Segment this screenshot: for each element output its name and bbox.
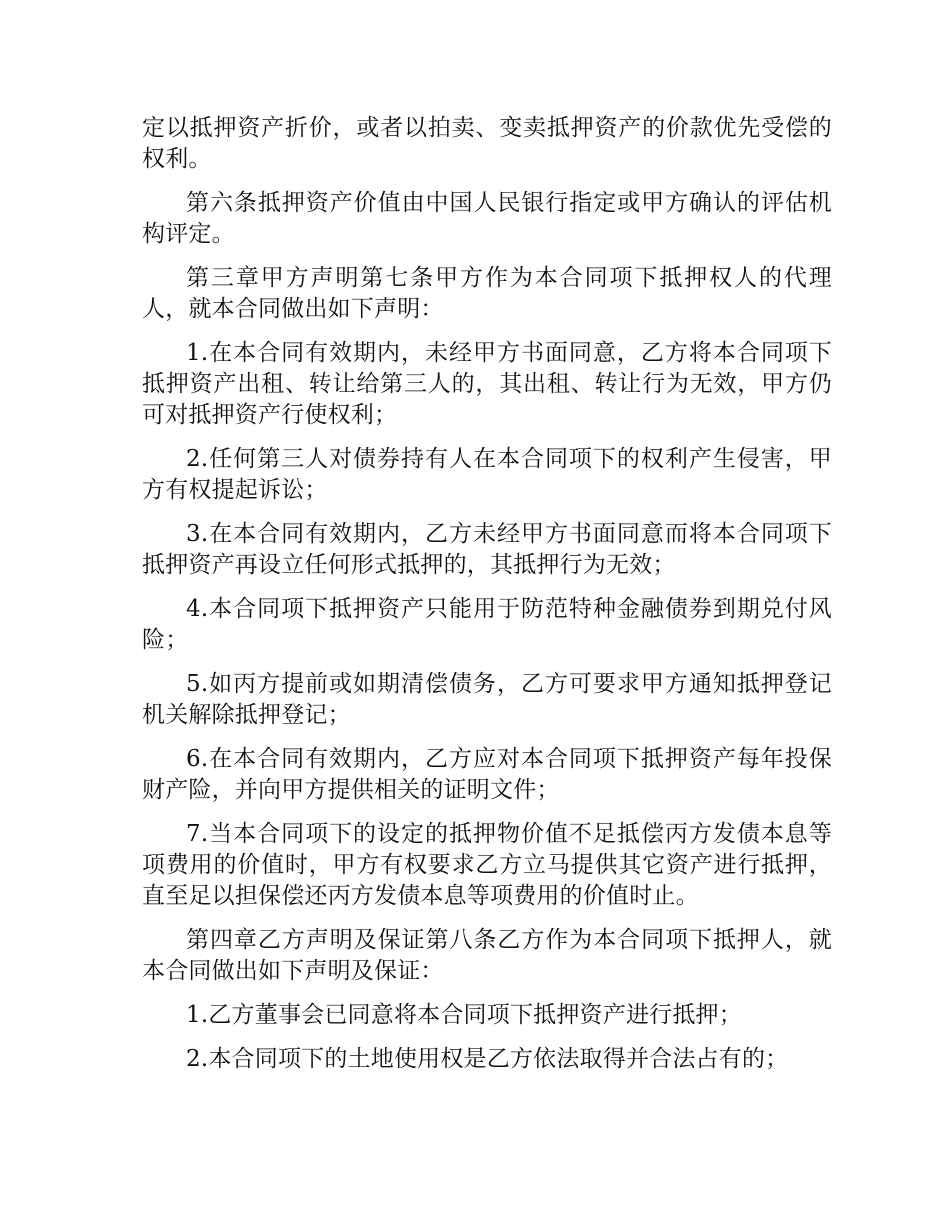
paragraph-continuation: 定以抵押资产折价，或者以拍卖、变卖抵押资产的价款优先受偿的权利。 — [142, 115, 832, 172]
paragraph-item-7: 7.当本合同项下的设定的抵押物价值不足抵偿丙方发债本息等项费用的价值时，甲方有权要求乙方立马提供其它资产进行抵押，直至足以担保偿还丙方发债本息等项费用的价值时止。 — [142, 821, 832, 909]
paragraph-chapter-3-article-7: 第三章甲方声明第七条甲方作为本合同项下抵押权人的代理人，就本合同做出如下声明： — [142, 265, 832, 322]
paragraph-item-4: 4.本合同项下抵押资产只能用于防范特种金融债券到期兑付风险； — [142, 596, 832, 653]
document-body — [142, 113, 832, 1088]
paragraph-item-6: 6.在本合同有效期内，乙方应对本合同项下抵押资产每年投保财产险，并向甲方提供相关的证明文件； — [142, 746, 832, 803]
paragraph-warranty-2: 2.本合同项下的土地使用权是乙方依法取得并合法占有的； — [186, 1046, 789, 1072]
paragraph-item-1: 1.在本合同有效期内，未经甲方书面同意，乙方将本合同项下抵押资产出租、转让给第三人的，其出租、转让行为无效，甲方仍可对抵押资产行使权利； — [142, 340, 832, 428]
paragraph-warranty-1: 1.乙方董事会已同意将本合同项下抵押资产进行抵押； — [186, 1002, 742, 1028]
paragraph-item-3: 3.在本合同有效期内，乙方未经甲方书面同意而将本合同项下抵押资产再设立任何形式抵押的，其抵押行为无效； — [142, 521, 832, 578]
paragraph-article-6: 第六条抵押资产价值由中国人民银行指定或甲方确认的评估机构评定。 — [142, 190, 832, 247]
paragraph-item-5: 5.如丙方提前或如期清偿债务，乙方可要求甲方通知抵押登记机关解除抵押登记； — [142, 671, 832, 728]
paragraph-item-2: 2.任何第三人对债券持有人在本合同项下的权利产生侵害，甲方有权提起诉讼； — [142, 446, 832, 503]
paragraph-chapter-4-article-8: 第四章乙方声明及保证第八条乙方作为本合同项下抵押人，就本合同做出如下声明及保证： — [142, 927, 832, 984]
